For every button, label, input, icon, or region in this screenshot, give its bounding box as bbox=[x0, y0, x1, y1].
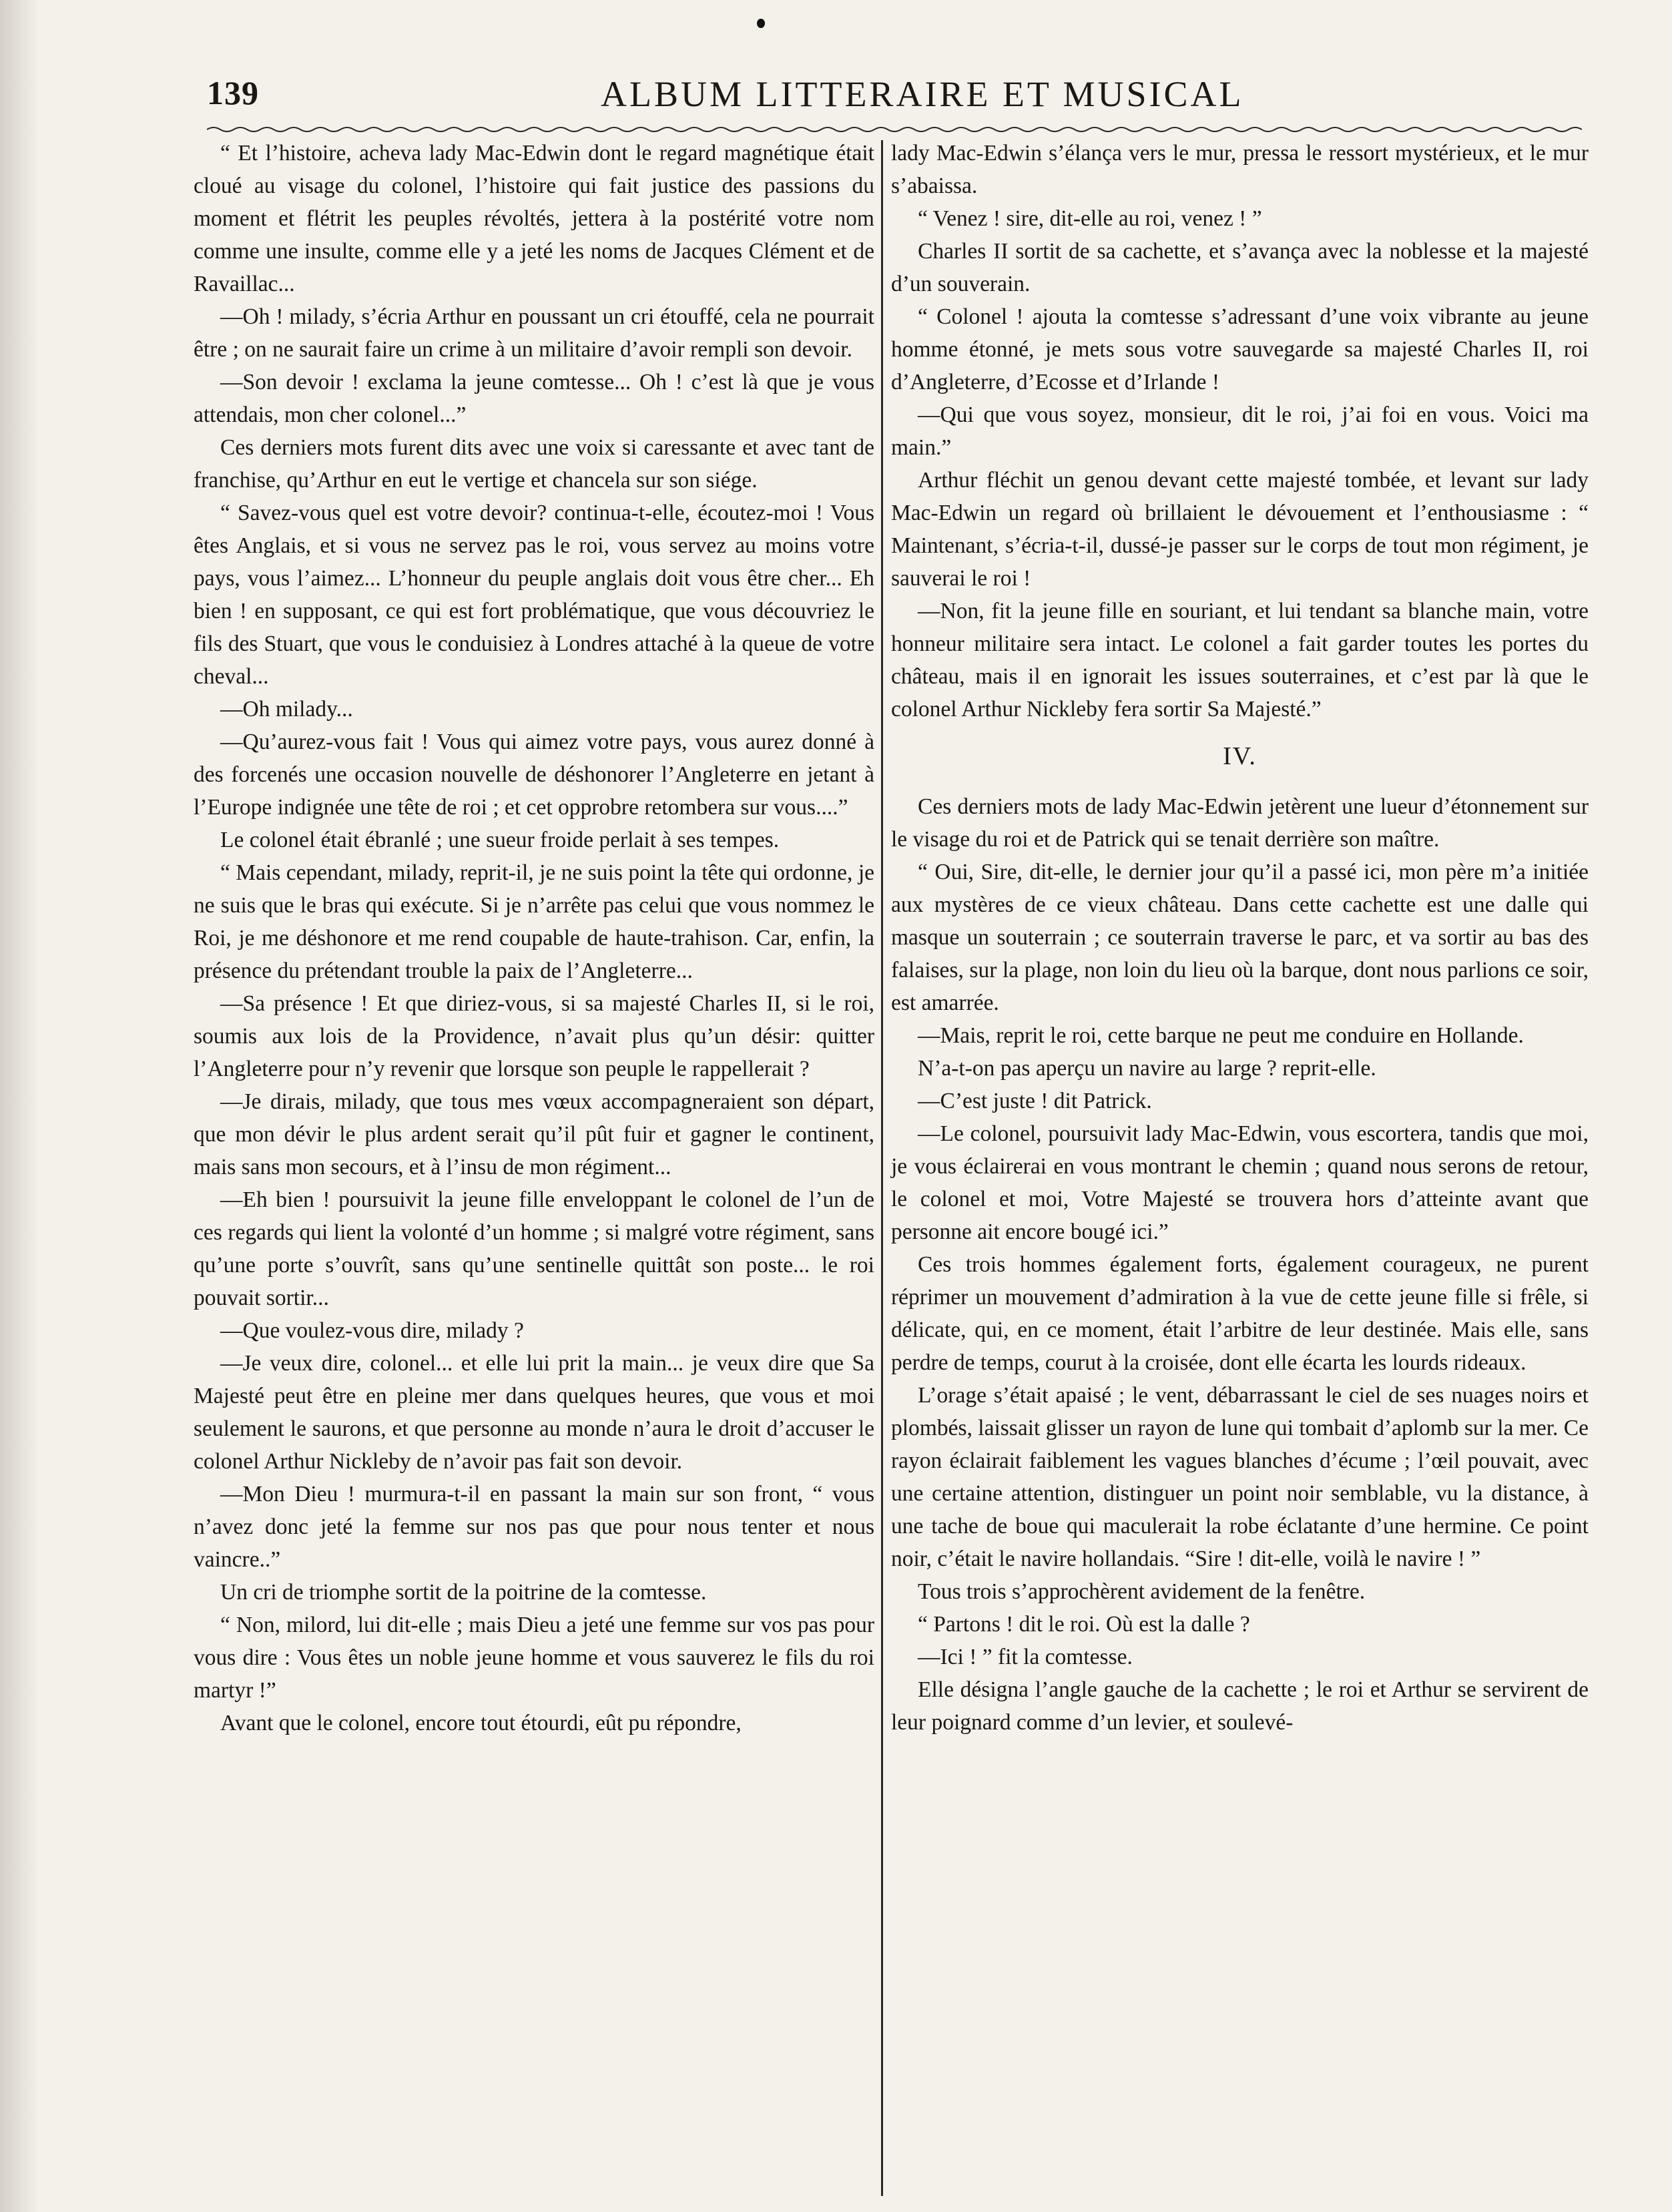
paragraph: —Eh bien ! poursuivit la jeune fille enveloppant le colonel de l’un de ces regards qui lient la volonté d’un homme ; si malgré votre régiment, sans qu’une porte s’ouvrît, sans qu’une sentinelle quittât son poste... le roi pouvait sortir... bbox=[194, 1187, 874, 1310]
right-column bbox=[891, 137, 1589, 1739]
paragraph: —Sa présence ! Et que diriez-vous, si sa majesté Charles II, si le roi, soumis aux lois de la Providence, n’avait plus qu’un désir: quitter l’Angleterre pour n’y revenir que lorsque son peuple le rappellerait ? bbox=[194, 991, 874, 1081]
paragraph: —Qui que vous soyez, monsieur, dit le roi, j’ai foi en vous. Voici ma main.” bbox=[891, 402, 1589, 460]
paragraph: “ Partons ! dit le roi. Où est la dalle ? bbox=[918, 1612, 1250, 1637]
paragraph: “ Oui, Sire, dit-elle, le dernier jour qu’il a passé ici, mon père m’a initiée aux mystères de ce vieux château. Dans cette cachette est une dalle qui masque un souterrain ; ce souterrain traverse le parc, et va sortir au bas des falaises, sur la plage, non loin du lieu où la barque, dont nous parlions ce soir, est amarrée. bbox=[891, 860, 1589, 1015]
paragraph: —Je dirais, milady, que tous mes vœux accompagneraient son départ, que mon dévir le plus ardent serait qu’il pût fuir et gagner le continent, mais sans mon secours, et à l’insu de mon régiment... bbox=[194, 1089, 874, 1179]
column-divider bbox=[881, 140, 883, 2196]
paragraph: Un cri de triomphe sortit de la poitrine de la comtesse. bbox=[220, 1580, 707, 1605]
paragraph: Ces trois hommes également forts, également courageux, ne purent réprimer un mouvement d’admiration à la vue de cette jeune fille si frêle, si délicate, qui, en ce moment, était l’arbitre de leur destinée. Mais elle, sans perdre de temps, courut à la croisée, dont elle écarta les lourds rideaux. bbox=[891, 1252, 1589, 1375]
paragraph: “ Mais cependant, milady, reprit-il, je ne suis point la tête qui ordonne, je ne suis que le bras qui exécute. Si je n’arrête pas celui que vous nommez le Roi, je me déshonore et me rend coupable de haute-trahison. Car, enfin, la présence du prétendant trouble la paix de l’Angleterre... bbox=[194, 860, 874, 983]
paragraph: “ Savez-vous quel est votre devoir? continua-t-elle, écoutez-moi ! Vous êtes Anglais, et si vous ne servez pas le roi, vous servez au moins votre pays, vous l’aimez... L’honneur du peuple anglais doit vous être cher... Eh bien ! en supposant, ce qui est fort problématique, que vous découvriez le fils des Stuart, que vous le conduisiez à Londres attaché à la queue de votre cheval... bbox=[194, 501, 874, 689]
paragraph: —Ici ! ” fit la comtesse. bbox=[918, 1645, 1133, 1669]
paragraph: Arthur fléchit un genou devant cette majesté tombée, et levant sur lady Mac-Edwin un regard où brillaient le dévouement et l’enthousiasme : “ Maintenant, s’écria-t-il, dussé-je passer sur le corps de tout mon régiment, je sauverai le roi ! bbox=[891, 468, 1589, 591]
paragraph: —Je veux dire, colonel... et elle lui prit la main... je veux dire que Sa Majesté peut être en pleine mer dans quelques heures, que vous et moi seulement le saurons, et que personne au monde n’aura le droit d’accuser le colonel Arthur Nickleby de n’avoir pas fait son devoir. bbox=[194, 1351, 874, 1474]
ink-dot bbox=[757, 19, 765, 28]
paragraph: Avant que le colonel, encore tout étourdi, eût pu répondre, bbox=[220, 1711, 742, 1735]
left-column bbox=[194, 137, 874, 1739]
paragraph: Charles II sortit de sa cachette, et s’avança avec la noblesse et la majesté d’un souverain. bbox=[891, 239, 1589, 296]
paragraph: “ Venez ! sire, dit-elle au roi, venez ! ” bbox=[918, 206, 1262, 231]
paragraph: —Oh ! milady, s’écria Arthur en poussant un cri étouffé, cela ne pourrait être ; on ne saurait faire un crime à un militaire d’avoir rempli son devoir. bbox=[194, 304, 874, 362]
page-number: 139 bbox=[207, 74, 259, 111]
header-rule bbox=[207, 124, 1582, 135]
paragraph: Tous trois s’approchèrent avidement de la fenêtre. bbox=[918, 1579, 1366, 1604]
paragraph: Elle désigna l’angle gauche de la cachette ; le roi et Arthur se servirent de leur poignard comme d’un levier, et soulevé- bbox=[891, 1677, 1589, 1735]
paragraph: “ Et l’histoire, acheva lady Mac-Edwin dont le regard magnétique était cloué au visage du colonel, l’histoire qui fait justice des passions du moment et flétrit les peuples révoltés, jettera à la postérité votre nom comme une insulte, comme elle y a jeté les noms de Jacques Clément et de Ravaillac... bbox=[194, 141, 874, 296]
page-header bbox=[207, 73, 1582, 127]
paragraph: Ces derniers mots furent dits avec une voix si caressante et avec tant de franchise, qu’Arthur en eut le vertige et chancela sur son siége. bbox=[194, 435, 874, 493]
paragraph: —Qu’aurez-vous fait ! Vous qui aimez votre pays, vous aurez donné à des forcenés une occasion nouvelle de déshonorer l’Angleterre en jetant à l’Europe indignée une tête de roi ; et cet opprobre retombera sur vous....” bbox=[194, 730, 874, 820]
paragraph: N’a-t-on pas aperçu un navire au large ? reprit-elle. bbox=[918, 1056, 1376, 1081]
page-edge-shadow bbox=[0, 0, 40, 2212]
paragraph: —Que voulez-vous dire, milady ? bbox=[220, 1318, 524, 1343]
paragraph: Le colonel était ébranlé ; une sueur froide perlait à ses tempes. bbox=[220, 828, 780, 852]
paragraph: —Oh milady... bbox=[220, 697, 353, 722]
paragraph: lady Mac-Edwin s’élança vers le mur, pressa le ressort mystérieux, et le mur s’abaissa. bbox=[891, 141, 1589, 198]
page-title: ALBUM LITTERAIRE ET MUSICAL bbox=[601, 74, 1244, 114]
paragraph: —Son devoir ! exclama la jeune comtesse... Oh ! c’est là que je vous attendais, mon cher colonel...” bbox=[194, 370, 874, 427]
paragraph: —Le colonel, poursuivit lady Mac-Edwin, vous escortera, tandis que moi, je vous éclairerai en vous montrant le chemin ; quand nous serons de retour, le colonel et moi, Votre Majesté se trouvera hors d’atteinte avant que personne ait encore bougé ici.” bbox=[891, 1121, 1589, 1244]
paragraph: —Non, fit la jeune fille en souriant, et lui tendant sa blanche main, votre honneur militaire sera intact. Le colonel a fait garder toutes les portes du château, mais il en ignorait les issues souterraines, et c’est par là que le colonel Arthur Nickleby fera sortir Sa Majesté.” bbox=[891, 599, 1589, 722]
paragraph: —Mon Dieu ! murmura-t-il en passant la main sur son front, “ vous n’avez donc jeté la femme sur nos pas que pour nous tenter et nous vaincre..” bbox=[194, 1482, 874, 1572]
paragraph: “ Colonel ! ajouta la comtesse s’adressant d’une voix vibrante au jeune homme étonné, je mets sous votre sauvegarde sa majesté Charles II, roi d’Angleterre, d’Ecosse et d’Irlande ! bbox=[891, 304, 1589, 394]
paragraph: Ces derniers mots de lady Mac-Edwin jetèrent une lueur d’étonnement sur le visage du roi et de Patrick qui se tenait derrière son maître. bbox=[891, 794, 1589, 852]
paragraph: L’orage s’était apaisé ; le vent, débarrassant le ciel de ses nuages noirs et plombés, laissait glisser un rayon de lune qui tombait d’aplomb sur la mer. Ce rayon éclairait faiblement les vagues blanches d’écume ; l’œil pouvait, avec une certaine attention, distinguer un point noir semblable, vu la distance, à une tache de boue qui maculerait la robe éclatante d’une hermine. Ce point noir, c’était le navire hollandais. “Sire ! dit-elle, voilà le navire ! ” bbox=[891, 1383, 1589, 1571]
section-heading: IV. bbox=[1223, 742, 1257, 770]
paragraph: —Mais, reprit le roi, cette barque ne peut me conduire en Hollande. bbox=[918, 1023, 1524, 1048]
paragraph: “ Non, milord, lui dit-elle ; mais Dieu a jeté une femme sur vos pas pour vous dire : Vous êtes un noble jeune homme et vous sauverez le fils du roi martyr !” bbox=[194, 1613, 874, 1703]
paragraph: —C’est juste ! dit Patrick. bbox=[918, 1089, 1152, 1113]
